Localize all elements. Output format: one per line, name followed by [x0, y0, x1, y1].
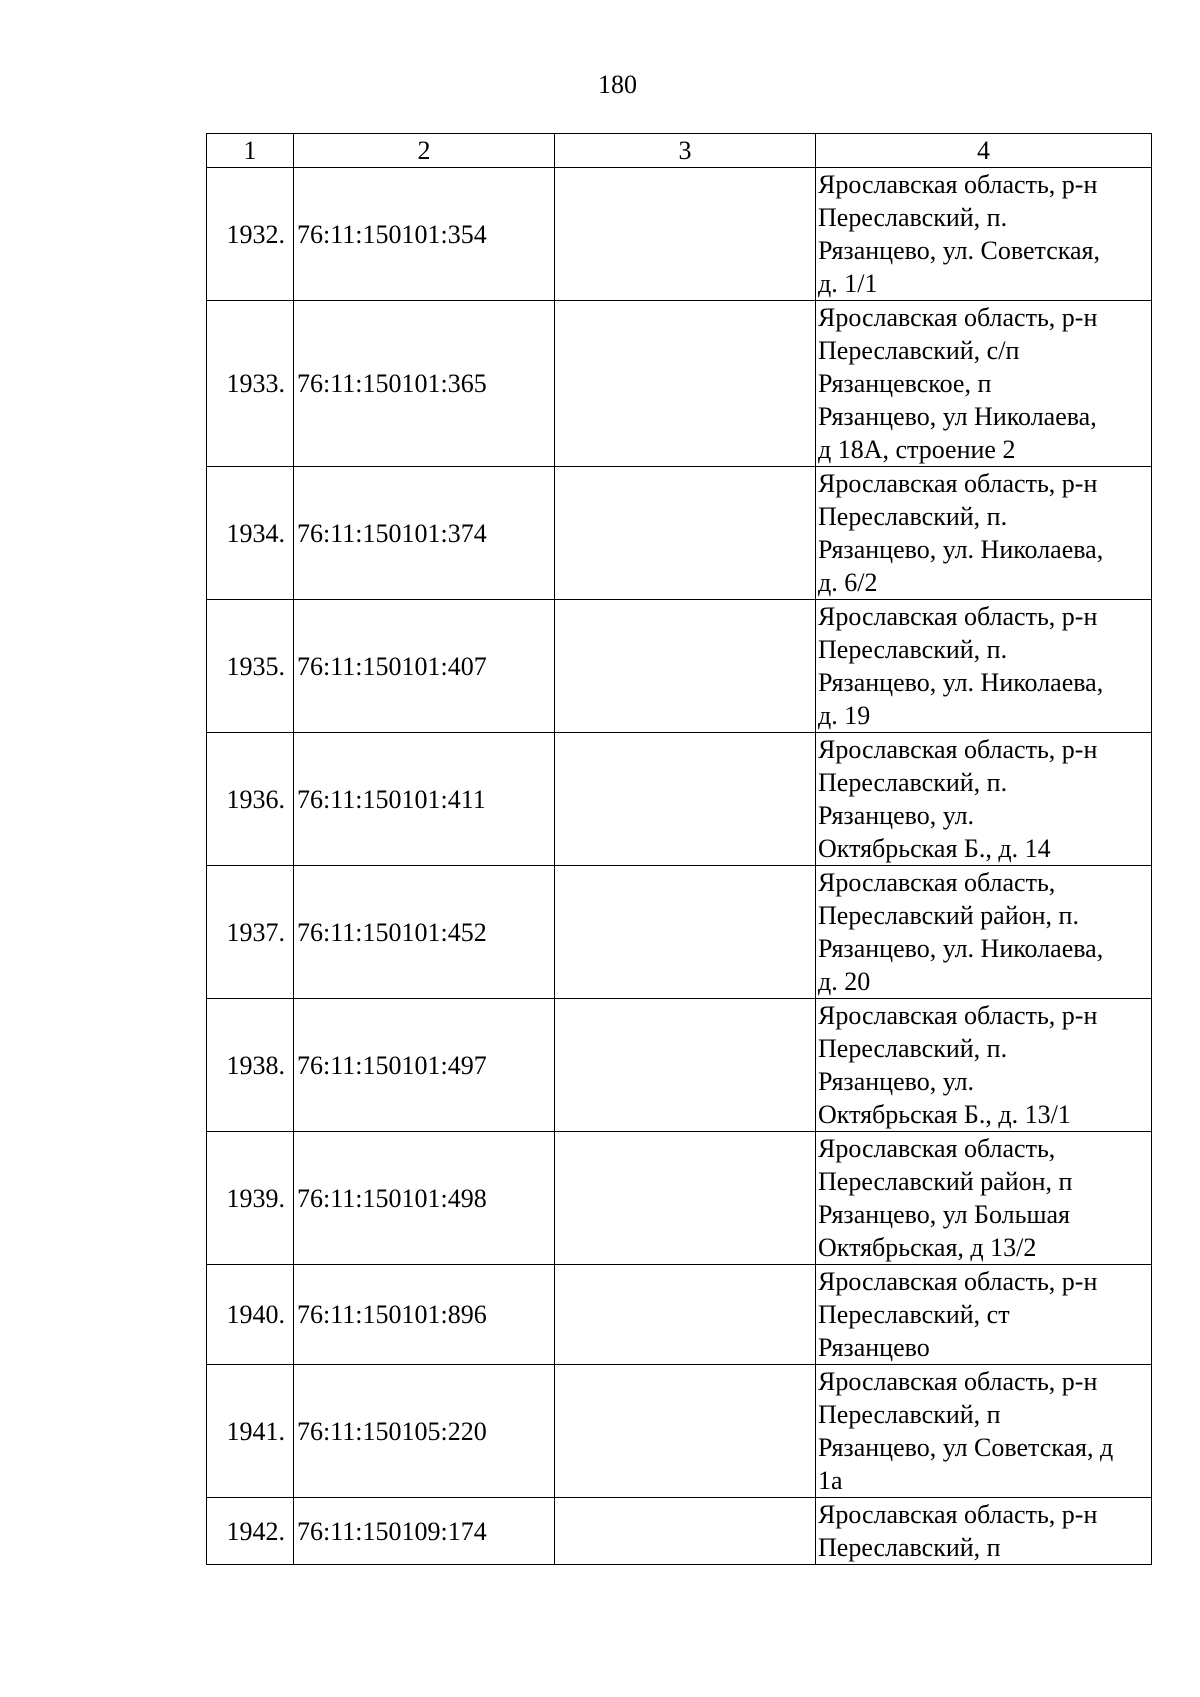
address-line: Октябрьская Б., д. 13/1: [818, 1100, 1071, 1129]
table-row: [207, 467, 1152, 600]
address-line: Ярославская область, р-н: [818, 303, 1098, 332]
address-line: Рязанцевское, п: [818, 369, 992, 398]
address-cell: [816, 1132, 1152, 1265]
address-line: Рязанцево, ул Николаева,: [818, 402, 1097, 431]
address-line: Переславский, п: [818, 1400, 1001, 1429]
table-row: [207, 1132, 1152, 1265]
address-cell: [816, 301, 1152, 467]
row-number: 1937.: [207, 866, 294, 999]
column-3-cell: [555, 1498, 816, 1565]
page-number: 180: [598, 70, 637, 99]
address-line: Переславский, п.: [818, 502, 1008, 531]
address-cell: [816, 1265, 1152, 1365]
column-3-cell: [555, 999, 816, 1132]
cadastral-number: 76:11:150109:174: [294, 1498, 555, 1565]
cadastral-number: 76:11:150105:220: [294, 1365, 555, 1498]
address-line: д. 19: [818, 701, 871, 730]
address-line: Переславский, с/п: [818, 336, 1020, 365]
address-cell: [816, 168, 1152, 301]
address-line: Рязанцево, ул. Николаева,: [818, 934, 1104, 963]
address-line: Рязанцево, ул. Николаева,: [818, 535, 1104, 564]
column-3-cell: [555, 168, 816, 301]
header-row: [207, 134, 1152, 168]
address-cell: [816, 600, 1152, 733]
cadastral-number: 76:11:150101:452: [294, 866, 555, 999]
address-line: Переславский, п.: [818, 203, 1008, 232]
table-row: [207, 168, 1152, 301]
row-number: 1942.: [207, 1498, 294, 1565]
table-row: [207, 1265, 1152, 1365]
cadastral-number: 76:11:150101:354: [294, 168, 555, 301]
registry-table: [206, 133, 1152, 1565]
address-line: д. 1/1: [818, 269, 878, 298]
address-line: Ярославская область,: [818, 1134, 1056, 1163]
table-row: [207, 1498, 1152, 1565]
cadastral-number: 76:11:150101:411: [294, 733, 555, 866]
address-line: Переславский, п.: [818, 635, 1008, 664]
address-line: Ярославская область, р-н: [818, 1500, 1098, 1529]
address-line: Ярославская область,: [818, 868, 1056, 897]
row-number: 1933.: [207, 301, 294, 467]
header-col-4: 4: [816, 134, 1152, 168]
column-3-cell: [555, 1132, 816, 1265]
cadastral-number: 76:11:150101:497: [294, 999, 555, 1132]
cadastral-number: 76:11:150101:374: [294, 467, 555, 600]
address-cell: [816, 467, 1152, 600]
address-line: Переславский, п: [818, 1533, 1001, 1562]
address-line: Рязанцево, ул Большая: [818, 1200, 1070, 1229]
row-number: 1935.: [207, 600, 294, 733]
address-cell: [816, 733, 1152, 866]
table-body: [207, 168, 1152, 1565]
column-3-cell: [555, 301, 816, 467]
address-line: Октябрьская, д 13/2: [818, 1233, 1037, 1262]
address-line: Рязанцево, ул Советская, д: [818, 1433, 1114, 1462]
table-row: [207, 600, 1152, 733]
address-line: д. 6/2: [818, 568, 878, 597]
address-line: Ярославская область, р-н: [818, 1267, 1098, 1296]
address-cell: [816, 866, 1152, 999]
address-line: Рязанцево: [818, 1333, 930, 1362]
row-number: 1941.: [207, 1365, 294, 1498]
address-line: Октябрьская Б., д. 14: [818, 834, 1051, 863]
column-3-cell: [555, 733, 816, 866]
address-line: д. 20: [818, 967, 871, 996]
table-row: [207, 301, 1152, 467]
row-number: 1939.: [207, 1132, 294, 1265]
address-line: Ярославская область, р-н: [818, 170, 1098, 199]
column-3-cell: [555, 1365, 816, 1498]
column-3-cell: [555, 467, 816, 600]
cadastral-number: 76:11:150101:365: [294, 301, 555, 467]
cadastral-number: 76:11:150101:896: [294, 1265, 555, 1365]
address-line: Переславский район, п: [818, 1167, 1073, 1196]
column-3-cell: [555, 600, 816, 733]
column-3-cell: [555, 866, 816, 999]
address-cell: [816, 1365, 1152, 1498]
header-col-2: 2: [294, 134, 555, 168]
table-header: [207, 134, 1152, 168]
address-cell: [816, 999, 1152, 1132]
row-number: 1932.: [207, 168, 294, 301]
header-col-1: 1: [207, 134, 294, 168]
address-line: д 18А, строение 2: [818, 435, 1016, 464]
address-line: 1а: [818, 1466, 843, 1495]
address-line: Ярославская область, р-н: [818, 1001, 1098, 1030]
row-number: 1934.: [207, 467, 294, 600]
cadastral-number: 76:11:150101:407: [294, 600, 555, 733]
address-line: Ярославская область, р-н: [818, 1367, 1098, 1396]
address-line: Ярославская область, р-н: [818, 602, 1098, 631]
header-col-3: 3: [555, 134, 816, 168]
address-line: Рязанцево, ул. Николаева,: [818, 668, 1104, 697]
address-cell: [816, 1498, 1152, 1565]
address-line: Рязанцево, ул.: [818, 801, 975, 830]
row-number: 1940.: [207, 1265, 294, 1365]
address-line: Переславский район, п.: [818, 901, 1079, 930]
row-number: 1938.: [207, 999, 294, 1132]
table-row: [207, 733, 1152, 866]
cadastral-number: 76:11:150101:498: [294, 1132, 555, 1265]
address-line: Рязанцево, ул. Советская,: [818, 236, 1101, 265]
column-3-cell: [555, 1265, 816, 1365]
address-line: Ярославская область, р-н: [818, 469, 1098, 498]
table-row: [207, 1365, 1152, 1498]
row-number: 1936.: [207, 733, 294, 866]
address-line: Переславский, ст: [818, 1300, 1010, 1329]
address-line: Ярославская область, р-н: [818, 735, 1098, 764]
address-line: Переславский, п.: [818, 768, 1008, 797]
table-row: [207, 999, 1152, 1132]
table-row: [207, 866, 1152, 999]
address-line: Переславский, п.: [818, 1034, 1008, 1063]
address-line: Рязанцево, ул.: [818, 1067, 975, 1096]
